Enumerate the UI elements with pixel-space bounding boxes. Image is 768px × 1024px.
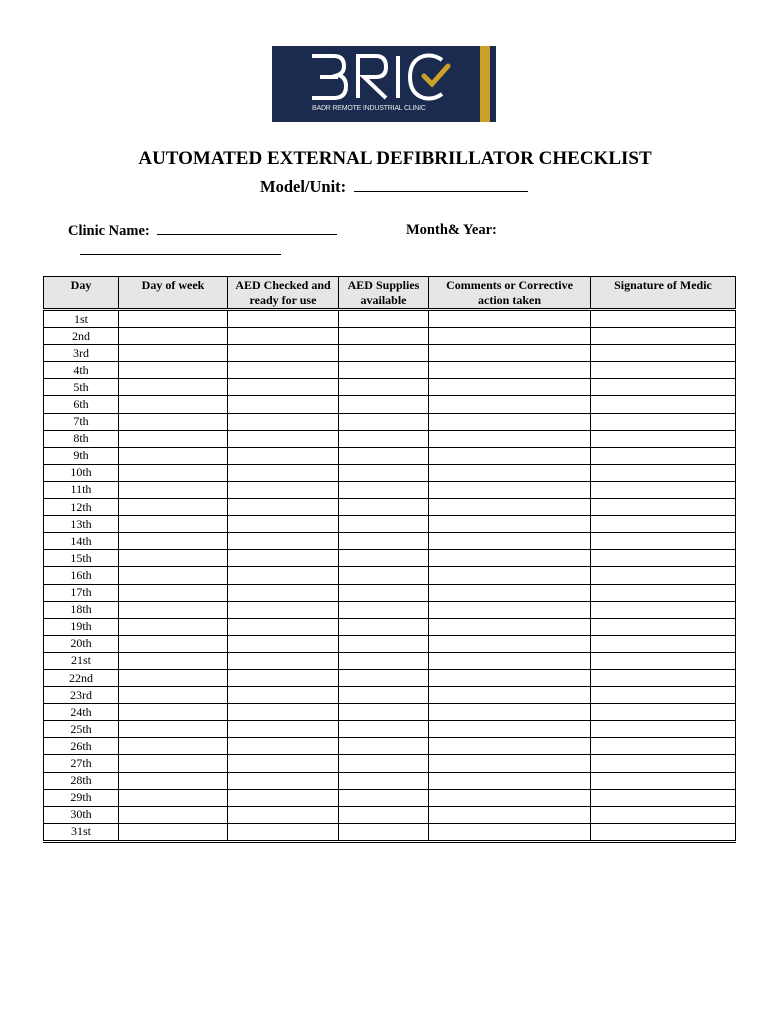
day-cell: 27th	[44, 755, 119, 772]
day-cell: 5th	[44, 379, 119, 396]
aed-checked-cell[interactable]	[228, 652, 339, 669]
table-row	[44, 635, 736, 652]
aed-supplies-cell[interactable]	[339, 567, 429, 584]
table-row	[44, 601, 736, 618]
signature-cell[interactable]	[591, 601, 736, 618]
day-of-week-cell[interactable]	[119, 362, 228, 379]
day-of-week-cell[interactable]	[119, 584, 228, 601]
table-row	[44, 567, 736, 584]
col-header-signature: Signature of Medic	[591, 277, 736, 310]
comments-cell[interactable]	[429, 567, 591, 584]
aed-checked-cell[interactable]	[228, 413, 339, 430]
table-row	[44, 464, 736, 481]
aed-checked-cell[interactable]	[228, 345, 339, 362]
day-of-week-cell[interactable]	[119, 430, 228, 447]
aed-supplies-cell[interactable]	[339, 328, 429, 345]
comments-cell[interactable]	[429, 430, 591, 447]
aed-checked-cell[interactable]	[228, 499, 339, 516]
comments-cell[interactable]	[429, 464, 591, 481]
aed-checked-cell[interactable]	[228, 550, 339, 567]
comments-cell[interactable]	[429, 772, 591, 789]
aed-supplies-cell[interactable]	[339, 499, 429, 516]
day-cell: 16th	[44, 567, 119, 584]
signature-cell[interactable]	[591, 516, 736, 533]
signature-cell[interactable]	[591, 823, 736, 841]
comments-cell[interactable]	[429, 550, 591, 567]
table-row	[44, 430, 736, 447]
table-row	[44, 362, 736, 379]
aed-supplies-cell[interactable]	[339, 396, 429, 413]
day-of-week-cell[interactable]	[119, 481, 228, 498]
signature-cell[interactable]	[591, 772, 736, 789]
signature-cell[interactable]	[591, 687, 736, 704]
comments-cell[interactable]	[429, 396, 591, 413]
aed-checked-cell[interactable]	[228, 447, 339, 464]
aed-supplies-cell[interactable]	[339, 669, 429, 686]
signature-cell[interactable]	[591, 447, 736, 464]
month-year-field[interactable]	[406, 222, 497, 239]
month-year-blank[interactable]	[80, 241, 281, 255]
day-of-week-cell[interactable]	[119, 652, 228, 669]
table-row	[44, 550, 736, 567]
aed-supplies-cell[interactable]	[339, 652, 429, 669]
signature-cell[interactable]	[591, 789, 736, 806]
month-year-label: Month& Year:	[406, 222, 497, 238]
day-of-week-cell[interactable]	[119, 721, 228, 738]
day-cell: 25th	[44, 721, 119, 738]
day-cell: 24th	[44, 704, 119, 721]
day-cell: 31st	[44, 823, 119, 841]
page-title: AUTOMATED EXTERNAL DEFIBRILLATOR CHECKLIST	[138, 148, 652, 169]
day-of-week-cell[interactable]	[119, 772, 228, 789]
table-row	[44, 789, 736, 806]
aed-supplies-cell[interactable]	[339, 721, 429, 738]
aed-supplies-cell[interactable]	[339, 601, 429, 618]
table-row	[44, 345, 736, 362]
aed-checked-cell[interactable]	[228, 618, 339, 635]
table-row	[44, 396, 736, 413]
day-cell: 15th	[44, 550, 119, 567]
day-of-week-cell[interactable]	[119, 310, 228, 328]
signature-cell[interactable]	[591, 669, 736, 686]
signature-cell[interactable]	[591, 635, 736, 652]
day-cell: 10th	[44, 464, 119, 481]
comments-cell[interactable]	[429, 533, 591, 550]
table-row	[44, 499, 736, 516]
comments-cell[interactable]	[429, 635, 591, 652]
signature-cell[interactable]	[591, 704, 736, 721]
comments-cell[interactable]	[429, 447, 591, 464]
day-of-week-cell[interactable]	[119, 516, 228, 533]
day-cell: 30th	[44, 806, 119, 823]
aed-checked-cell[interactable]	[228, 328, 339, 345]
aed-supplies-cell[interactable]	[339, 413, 429, 430]
aed-checked-cell[interactable]	[228, 310, 339, 328]
aed-supplies-cell[interactable]	[339, 584, 429, 601]
table-header-row	[44, 277, 736, 310]
day-of-week-cell[interactable]	[119, 755, 228, 772]
aed-supplies-cell[interactable]	[339, 310, 429, 328]
aed-checked-cell[interactable]	[228, 721, 339, 738]
clinic-name-label: Clinic Name:	[68, 223, 150, 239]
checkmark-icon	[424, 66, 448, 84]
comments-cell[interactable]	[429, 379, 591, 396]
day-cell: 12th	[44, 499, 119, 516]
aed-supplies-cell[interactable]	[339, 481, 429, 498]
day-of-week-cell[interactable]	[119, 618, 228, 635]
signature-cell[interactable]	[591, 618, 736, 635]
table-row	[44, 738, 736, 755]
day-cell: 21st	[44, 652, 119, 669]
aed-supplies-cell[interactable]	[339, 772, 429, 789]
aed-supplies-cell[interactable]	[339, 704, 429, 721]
aed-checked-cell[interactable]	[228, 584, 339, 601]
day-of-week-cell[interactable]	[119, 345, 228, 362]
day-of-week-cell[interactable]	[119, 499, 228, 516]
day-of-week-cell[interactable]	[119, 789, 228, 806]
aed-checked-cell[interactable]	[228, 601, 339, 618]
comments-cell[interactable]	[429, 687, 591, 704]
aed-supplies-cell[interactable]	[339, 755, 429, 772]
aed-supplies-cell[interactable]	[339, 362, 429, 379]
comments-cell[interactable]	[429, 652, 591, 669]
signature-cell[interactable]	[591, 738, 736, 755]
day-of-week-cell[interactable]	[119, 464, 228, 481]
table-row	[44, 516, 736, 533]
day-of-week-cell[interactable]	[119, 379, 228, 396]
aed-supplies-cell[interactable]	[339, 430, 429, 447]
comments-cell[interactable]	[429, 601, 591, 618]
day-cell: 1st	[44, 310, 119, 328]
signature-cell[interactable]	[591, 379, 736, 396]
comments-cell[interactable]	[429, 721, 591, 738]
aed-checked-cell[interactable]	[228, 772, 339, 789]
signature-cell[interactable]	[591, 721, 736, 738]
day-cell: 11th	[44, 481, 119, 498]
aed-checked-cell[interactable]	[228, 567, 339, 584]
day-cell: 28th	[44, 772, 119, 789]
col-header-day: Day	[44, 277, 119, 310]
aed-checked-cell[interactable]	[228, 806, 339, 823]
day-of-week-cell[interactable]	[119, 550, 228, 567]
aed-supplies-cell[interactable]	[339, 635, 429, 652]
table-row	[44, 481, 736, 498]
col-header-aed-supplies: AED Supplies available	[339, 277, 429, 310]
day-of-week-cell[interactable]	[119, 806, 228, 823]
table-row	[44, 806, 736, 823]
checklist-table	[43, 276, 736, 843]
aed-supplies-cell[interactable]	[339, 738, 429, 755]
day-of-week-cell[interactable]	[119, 567, 228, 584]
table-row	[44, 447, 736, 464]
col-header-comments: Comments or Corrective action taken	[429, 277, 591, 310]
day-cell: 2nd	[44, 328, 119, 345]
comments-cell[interactable]	[429, 481, 591, 498]
aed-checked-cell[interactable]	[228, 516, 339, 533]
col-header-day-of-week: Day of week	[119, 277, 228, 310]
aed-supplies-cell[interactable]	[339, 379, 429, 396]
aed-checked-cell[interactable]	[228, 533, 339, 550]
signature-cell[interactable]	[591, 345, 736, 362]
aed-checked-cell[interactable]	[228, 635, 339, 652]
comments-cell[interactable]	[429, 806, 591, 823]
table-row	[44, 772, 736, 789]
day-cell: 22nd	[44, 669, 119, 686]
day-of-week-cell[interactable]	[119, 447, 228, 464]
table-row	[44, 328, 736, 345]
aed-supplies-cell[interactable]	[339, 687, 429, 704]
aed-supplies-cell[interactable]	[339, 447, 429, 464]
day-cell: 7th	[44, 413, 119, 430]
day-of-week-cell[interactable]	[119, 413, 228, 430]
day-of-week-cell[interactable]	[119, 635, 228, 652]
aed-supplies-cell[interactable]	[339, 823, 429, 841]
aed-checked-cell[interactable]	[228, 755, 339, 772]
aed-checked-cell[interactable]	[228, 823, 339, 841]
clinic-logo	[272, 46, 496, 122]
day-of-week-cell[interactable]	[119, 687, 228, 704]
table-row	[44, 533, 736, 550]
logo-gold-stripe	[480, 46, 490, 122]
aed-supplies-cell[interactable]	[339, 550, 429, 567]
comments-cell[interactable]	[429, 618, 591, 635]
table-row	[44, 413, 736, 430]
aed-supplies-cell[interactable]	[339, 345, 429, 362]
signature-cell[interactable]	[591, 328, 736, 345]
aed-checked-cell[interactable]	[228, 464, 339, 481]
day-cell: 8th	[44, 430, 119, 447]
day-cell: 20th	[44, 635, 119, 652]
signature-cell[interactable]	[591, 567, 736, 584]
day-of-week-cell[interactable]	[119, 601, 228, 618]
day-cell: 19th	[44, 618, 119, 635]
table-row	[44, 379, 736, 396]
day-cell: 13th	[44, 516, 119, 533]
signature-cell[interactable]	[591, 755, 736, 772]
signature-cell[interactable]	[591, 806, 736, 823]
comments-cell[interactable]	[429, 823, 591, 841]
comments-cell[interactable]	[429, 310, 591, 328]
table-row	[44, 618, 736, 635]
table-row	[44, 669, 736, 686]
clinic-name-blank[interactable]	[157, 222, 337, 235]
comments-cell[interactable]	[429, 362, 591, 379]
day-cell: 6th	[44, 396, 119, 413]
comments-cell[interactable]	[429, 328, 591, 345]
table-row	[44, 823, 736, 841]
aed-supplies-cell[interactable]	[339, 789, 429, 806]
signature-cell[interactable]	[591, 310, 736, 328]
signature-cell[interactable]	[591, 396, 736, 413]
signature-cell[interactable]	[591, 652, 736, 669]
comments-cell[interactable]	[429, 413, 591, 430]
comments-cell[interactable]	[429, 499, 591, 516]
aed-supplies-cell[interactable]	[339, 806, 429, 823]
model-unit-label: Model/Unit:	[260, 177, 347, 196]
aed-checked-cell[interactable]	[228, 396, 339, 413]
comments-cell[interactable]	[429, 789, 591, 806]
aed-checked-cell[interactable]	[228, 481, 339, 498]
aed-supplies-cell[interactable]	[339, 516, 429, 533]
table-row	[44, 687, 736, 704]
comments-cell[interactable]	[429, 345, 591, 362]
aed-supplies-cell[interactable]	[339, 533, 429, 550]
day-of-week-cell[interactable]	[119, 823, 228, 841]
day-of-week-cell[interactable]	[119, 533, 228, 550]
aed-checked-cell[interactable]	[228, 362, 339, 379]
day-cell: 3rd	[44, 345, 119, 362]
day-of-week-cell[interactable]	[119, 328, 228, 345]
col-header-aed-checked: AED Checked and ready for use	[228, 277, 339, 310]
aed-supplies-cell[interactable]	[339, 464, 429, 481]
table-row	[44, 652, 736, 669]
aed-checked-cell[interactable]	[228, 738, 339, 755]
aed-checked-cell[interactable]	[228, 687, 339, 704]
aed-checked-cell[interactable]	[228, 789, 339, 806]
comments-cell[interactable]	[429, 738, 591, 755]
comments-cell[interactable]	[429, 584, 591, 601]
aed-checked-cell[interactable]	[228, 669, 339, 686]
day-cell: 26th	[44, 738, 119, 755]
signature-cell[interactable]	[591, 362, 736, 379]
table-row	[44, 721, 736, 738]
comments-cell[interactable]	[429, 669, 591, 686]
aed-checked-cell[interactable]	[228, 704, 339, 721]
day-of-week-cell[interactable]	[119, 704, 228, 721]
signature-cell[interactable]	[591, 533, 736, 550]
signature-cell[interactable]	[591, 464, 736, 481]
comments-cell[interactable]	[429, 516, 591, 533]
aed-checked-cell[interactable]	[228, 430, 339, 447]
day-cell: 4th	[44, 362, 119, 379]
day-cell: 9th	[44, 447, 119, 464]
signature-cell[interactable]	[591, 584, 736, 601]
model-unit-blank[interactable]	[354, 179, 528, 192]
comments-cell[interactable]	[429, 704, 591, 721]
day-cell: 17th	[44, 584, 119, 601]
day-cell: 14th	[44, 533, 119, 550]
aed-checked-cell[interactable]	[228, 379, 339, 396]
comments-cell[interactable]	[429, 755, 591, 772]
day-of-week-cell[interactable]	[119, 669, 228, 686]
signature-cell[interactable]	[591, 550, 736, 567]
table-row	[44, 584, 736, 601]
aed-supplies-cell[interactable]	[339, 618, 429, 635]
model-unit-field[interactable]	[260, 177, 528, 197]
day-of-week-cell[interactable]	[119, 396, 228, 413]
signature-cell[interactable]	[591, 413, 736, 430]
signature-cell[interactable]	[591, 481, 736, 498]
signature-cell[interactable]	[591, 430, 736, 447]
day-cell: 29th	[44, 789, 119, 806]
table-row	[44, 310, 736, 328]
clinic-name-field[interactable]	[68, 222, 337, 240]
table-row	[44, 704, 736, 721]
logo-tagline: BADR REMOTE INDUSTRIAL CLINIC	[312, 105, 426, 112]
day-cell: 18th	[44, 601, 119, 618]
day-cell: 23rd	[44, 687, 119, 704]
day-of-week-cell[interactable]	[119, 738, 228, 755]
signature-cell[interactable]	[591, 499, 736, 516]
table-row	[44, 755, 736, 772]
